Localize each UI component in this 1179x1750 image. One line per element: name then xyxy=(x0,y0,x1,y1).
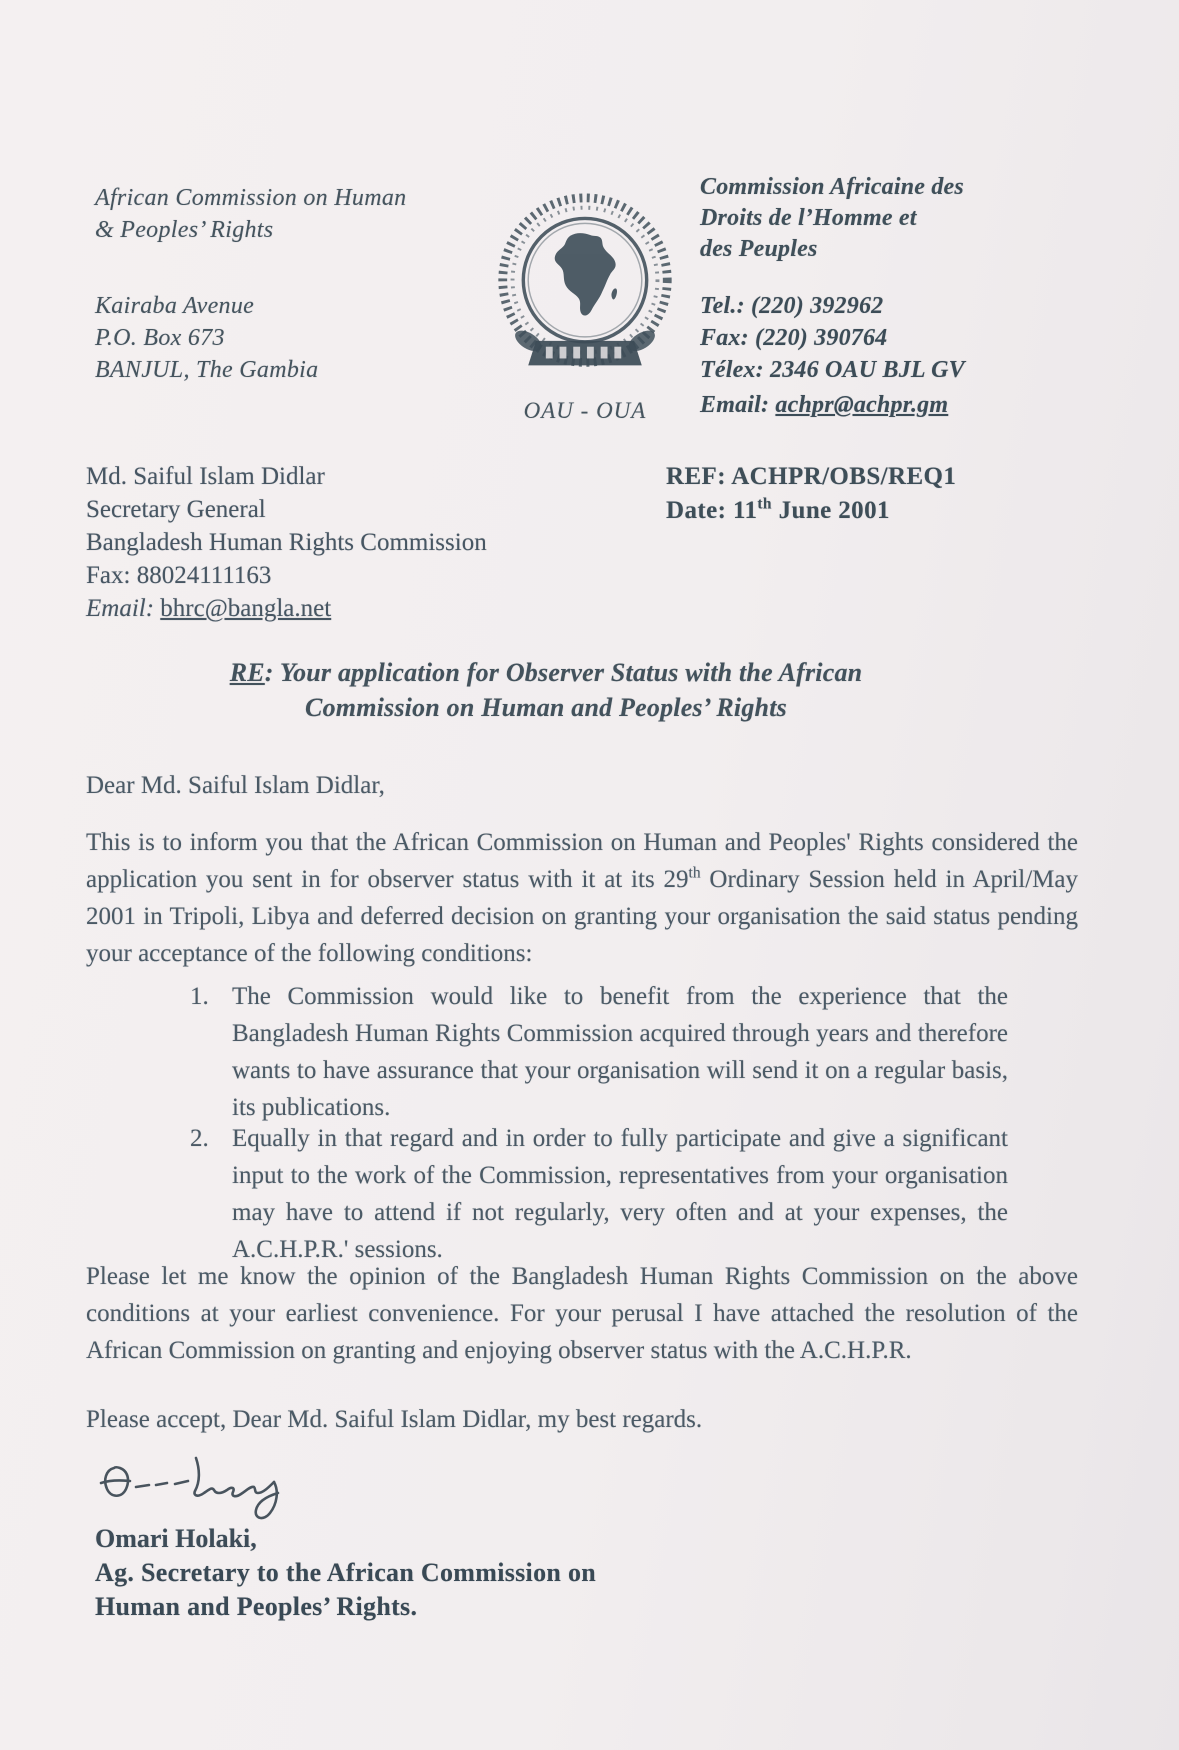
oau-emblem-icon xyxy=(487,192,683,380)
date-ordinal: th xyxy=(757,495,772,513)
subject-line xyxy=(86,655,1006,725)
email-label: Email: xyxy=(700,392,770,418)
org-email-address: achpr@achpr.gm xyxy=(775,392,949,418)
reference-block xyxy=(666,460,956,528)
signature-scrawl-icon xyxy=(98,1448,330,1526)
item-number: 1. xyxy=(190,983,209,1010)
date-text: Date: 11 xyxy=(666,497,758,524)
subject-line-1 xyxy=(86,655,1006,690)
body-paragraph-1 xyxy=(86,824,1078,972)
address-line: BANJUL, The Gambia xyxy=(95,357,319,383)
item-text: Equally in that regard and in order to fully participate and give a significant input to the work of the Commission, representatives from your organisation may have to attend if not regularly, very often and at your expenses, the A.C.H.P.R.' sessions. xyxy=(232,1125,1008,1263)
item-text: The Commission would like to benefit from the experience that the Bangladesh Human Rights Commission acquired through years and therefore wants to have assurance that your organisation will send it on a regular basis, its publications. xyxy=(232,983,1008,1121)
paragraph-text: This is to inform you that the African Commission on Human and Peoples' Rights considered the application you sent in for observer status with it at its 29 xyxy=(86,829,1078,893)
telex-line: Télex: 2346 OAU BJL GV xyxy=(700,357,965,383)
signatory-name: Omari Holaki, xyxy=(95,1524,257,1553)
org-name-line: African Commission on Human xyxy=(95,185,407,211)
signatory-title-line: Human and Peoples’ Rights. xyxy=(95,1592,418,1621)
item-number: 2. xyxy=(190,1125,209,1152)
recipient-email-line xyxy=(86,592,487,625)
salutation: Dear Md. Saiful Islam Didlar, xyxy=(86,772,385,799)
letterhead-french xyxy=(700,172,965,421)
email-line xyxy=(700,389,965,421)
org-name-fr-line: Droits de l’Homme et xyxy=(700,205,917,231)
address-line: Kairaba Avenue xyxy=(95,293,255,319)
oau-emblem-svg xyxy=(487,192,683,380)
condition-item-1 xyxy=(190,978,1008,1126)
recipient-email-address: bhrc@bangla.net xyxy=(160,595,332,622)
letterhead-english xyxy=(95,182,406,386)
org-name-line: & Peoples’ Rights xyxy=(95,217,274,243)
signatory-block xyxy=(95,1522,596,1624)
closing-line: Please accept, Dear Md. Saiful Islam Didlar, my best regards. xyxy=(86,1406,703,1433)
tel-line: Tel.: (220) 392962 xyxy=(700,293,884,319)
org-address xyxy=(95,290,406,386)
letter-date xyxy=(666,494,956,528)
email-label: Email: xyxy=(86,595,155,622)
signatory-title-line: Ag. Secretary to the African Commission on xyxy=(95,1558,597,1587)
re-label: RE xyxy=(229,658,265,687)
date-text: June 2001 xyxy=(771,497,890,524)
subject-line-2: Commission on Human and Peoples’ Rights xyxy=(305,693,787,722)
reference-number: REF: ACHPR/OBS/REQ1 xyxy=(666,463,957,490)
banner-icon xyxy=(512,326,659,365)
org-name-fr-line: des Peuples xyxy=(700,236,818,262)
address-line: P.O. Box 673 xyxy=(95,325,225,351)
condition-item-2 xyxy=(190,1120,1008,1268)
signature-svg xyxy=(98,1448,330,1526)
recipient-fax: Fax: 88024111163 xyxy=(86,562,272,589)
body-paragraph-2: Please let me know the opinion of the Bangladesh Human Rights Commission on the above conditions at your earliest convenience. For your perusal I have attached the resolution of the African Commission on granting and enjoying observer status with the A.C.H.P.R. xyxy=(86,1263,1078,1364)
recipient-block xyxy=(86,460,487,625)
paragraph-text: Ordinary Session held in April/May 2001 in Tripoli, Libya and deferred decision on granting your organisation the said status pending your acceptance of the following conditions: xyxy=(86,866,1078,967)
org-name-fr-line: Commission Africaine des xyxy=(700,174,964,200)
org-contact xyxy=(700,290,965,421)
africa-map-icon xyxy=(555,233,617,315)
ordinal-sup: th xyxy=(688,864,701,882)
subject-text: : Your application for Observer Status with the African xyxy=(264,658,863,687)
fax-line: Fax: (220) 390764 xyxy=(700,325,888,351)
recipient-title: Secretary General xyxy=(86,496,266,523)
oau-caption: OAU - OUA xyxy=(523,398,647,423)
recipient-org: Bangladesh Human Rights Commission xyxy=(86,529,487,556)
recipient-name: Md. Saiful Islam Didlar xyxy=(86,463,325,490)
